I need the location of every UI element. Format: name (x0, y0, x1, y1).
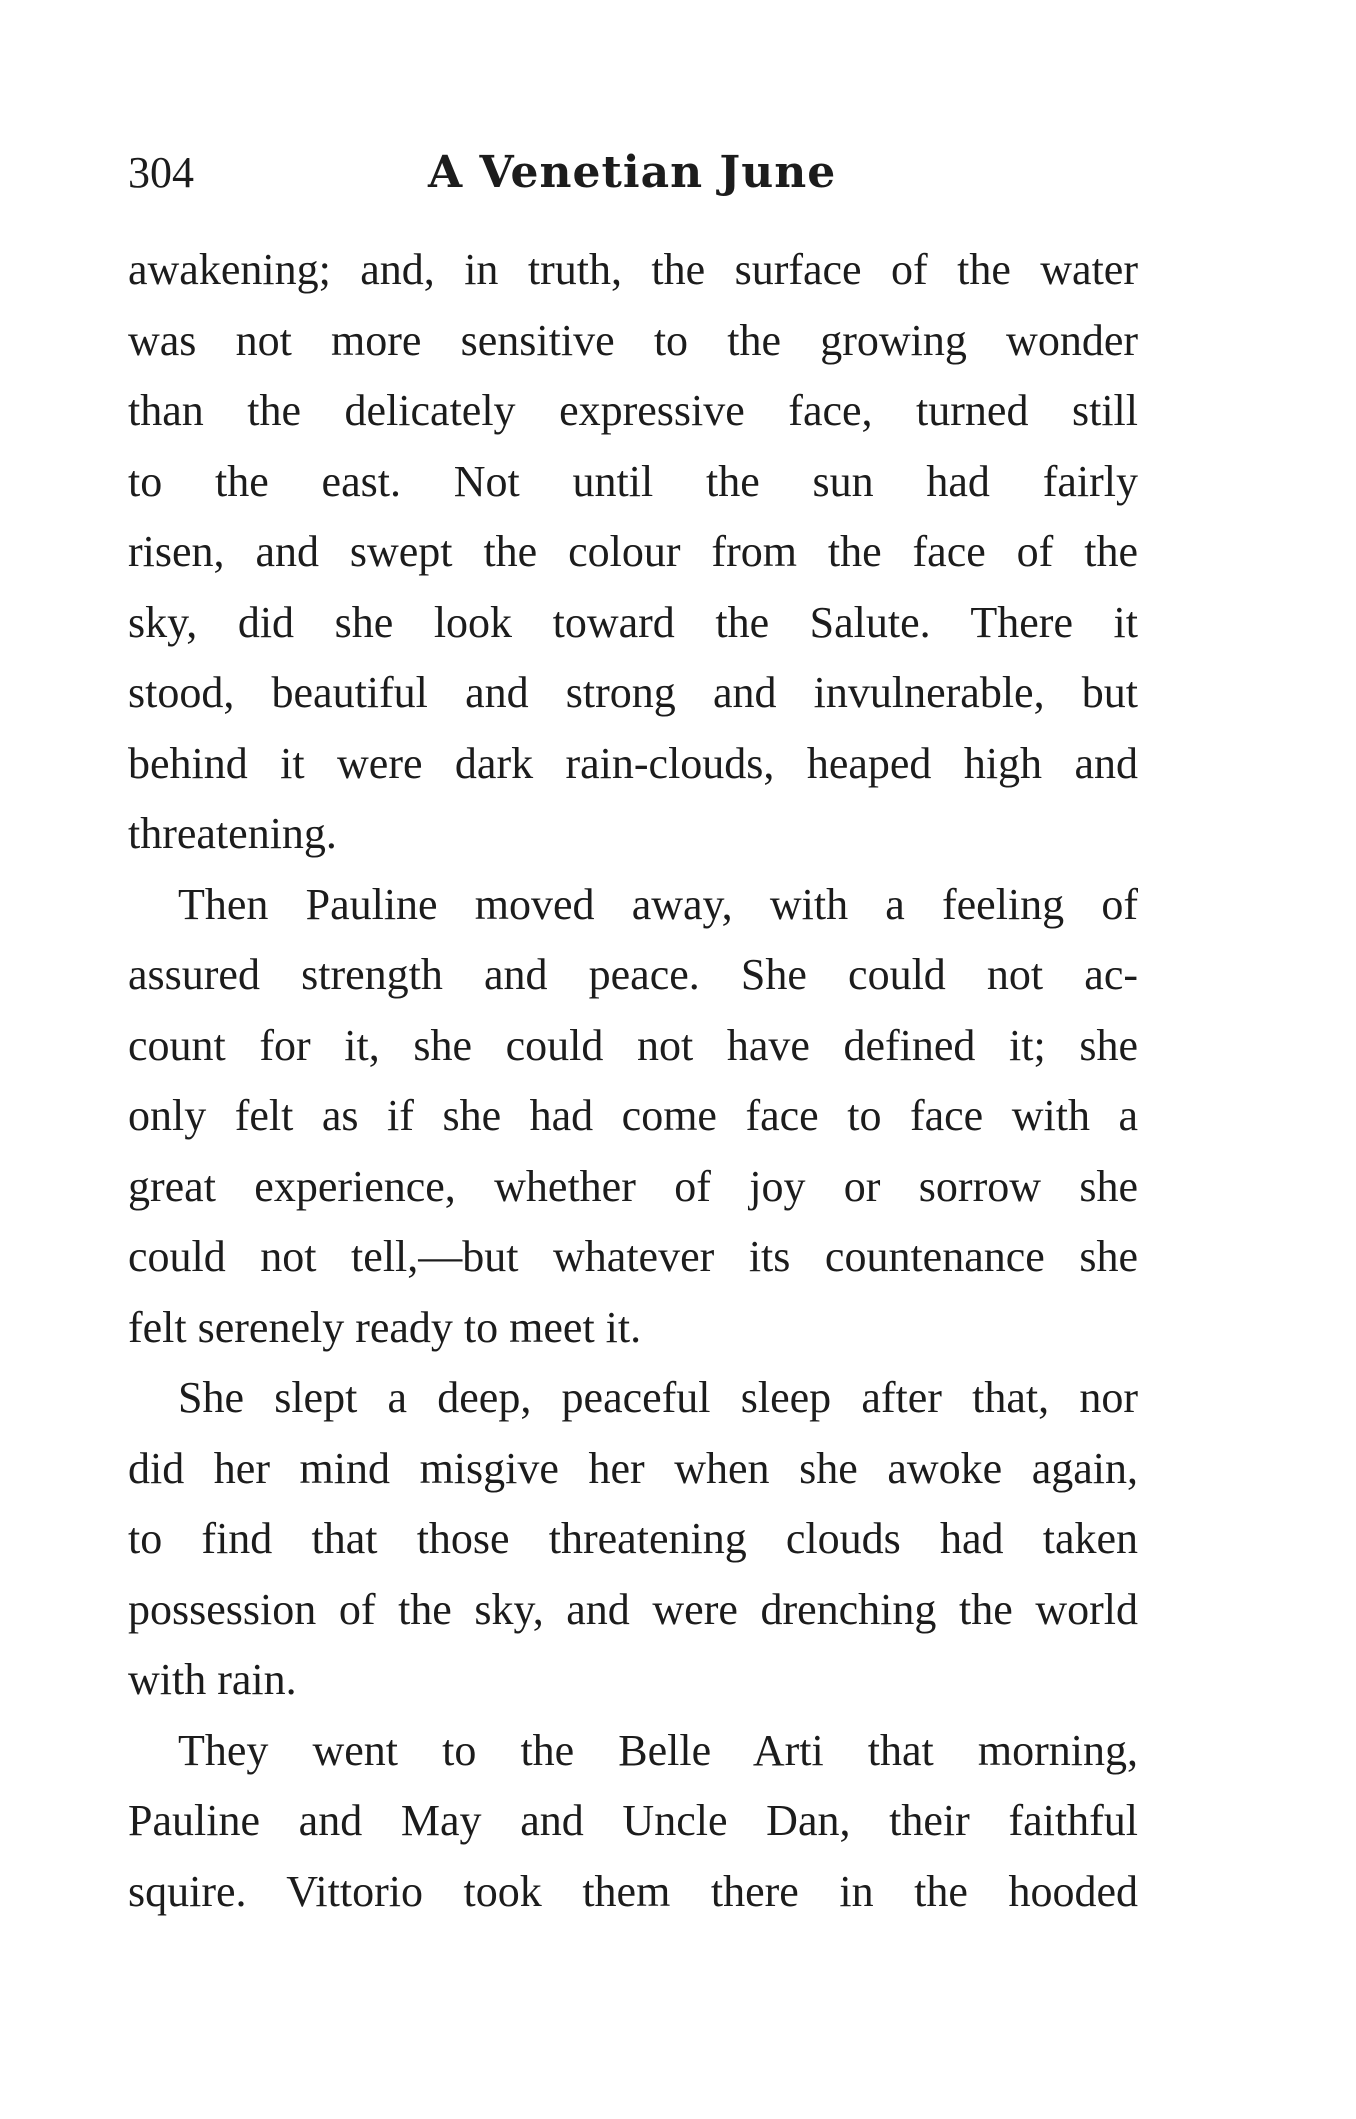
text-line: squire. Vittorio took them there in the hooded (128, 1866, 1138, 1916)
paragraph (128, 235, 1138, 870)
text-line: count for it, she could not have defined it; she (128, 1020, 1138, 1070)
running-title: A Venetian June (428, 147, 837, 198)
text-line: great experience, whether of joy or sorrow she (128, 1161, 1138, 1211)
text-line: They went to the Belle Arti that morning, (178, 1725, 1138, 1775)
text-line: could not tell,—but whatever its countenance she (128, 1232, 1138, 1281)
text-line: to find that those threatening clouds had taken (128, 1514, 1138, 1563)
text-line: Pauline and May and Uncle Dan, their faithful (128, 1796, 1138, 1845)
text-line: sky, did she look toward the Salute. There it (128, 597, 1138, 647)
text-line: than the delicately expressive face, turned still (128, 386, 1138, 435)
text-line: awakening; and, in truth, the surface of the water (128, 245, 1138, 294)
text-line: felt serenely ready to meet it. (128, 1302, 642, 1352)
page-number: 304 (128, 148, 194, 197)
paragraph (128, 1716, 1138, 1928)
text-line: threatening. (128, 809, 337, 858)
text-line: possession of the sky, and were drenching the world (128, 1584, 1138, 1634)
text-line: risen, and swept the colour from the face of the (128, 527, 1138, 576)
body-text (128, 235, 1138, 1927)
text-line: assured strength and peace. She could not ac- (128, 950, 1138, 999)
text-line: She slept a deep, peaceful sleep after that, nor (178, 1373, 1138, 1422)
paragraph (128, 870, 1138, 1364)
running-head (128, 138, 1138, 208)
text-line: with rain. (128, 1655, 297, 1704)
text-line: behind it were dark rain-clouds, heaped high and (128, 738, 1138, 788)
text-line: did her mind misgive her when she awoke again, (128, 1443, 1138, 1493)
text-line: Then Pauline moved away, with a feeling of (178, 879, 1138, 929)
text-line: only felt as if she had come face to face with a (128, 1091, 1138, 1140)
paragraph (128, 1363, 1138, 1716)
text-line: was not more sensitive to the growing wonder (128, 315, 1138, 365)
text-line: to the east. Not until the sun had fairly (128, 456, 1138, 506)
text-line: stood, beautiful and strong and invulnerable, but (128, 668, 1138, 717)
